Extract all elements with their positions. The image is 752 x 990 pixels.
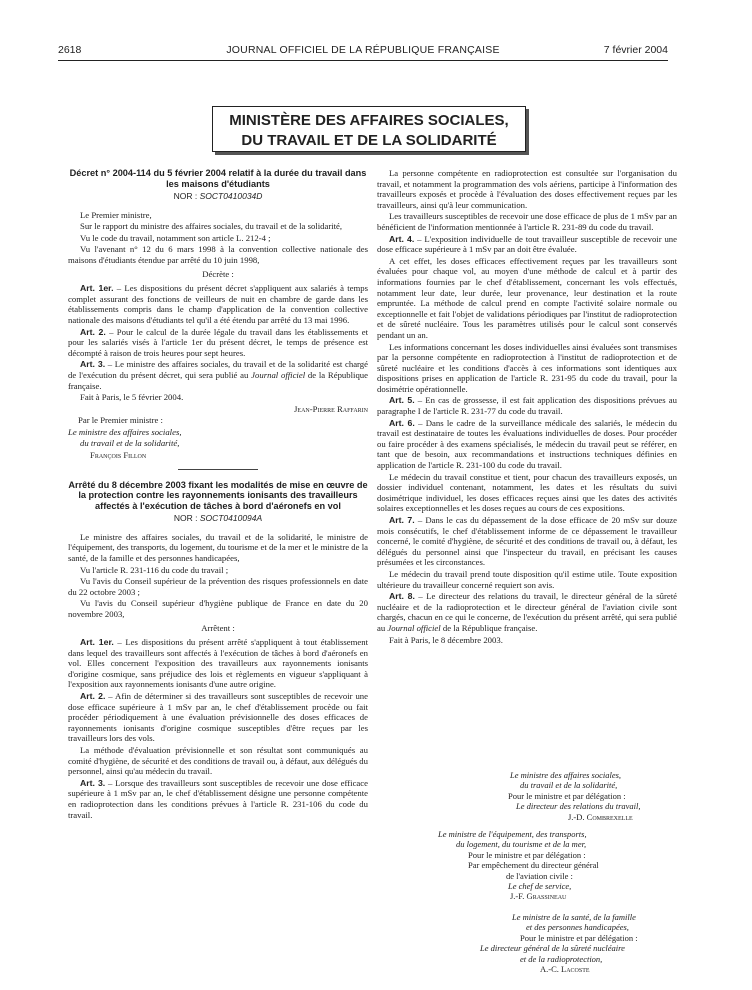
arrete-article-6: Art. 6. – Dans le cadre de la surveillance médicale des salariés, le médecin du travail est destinataire de toutes les évaluations individuelles de doses. Pour procéder ou faire procéder à des examens spécialisés, le médecin du travail peut se référer, en tant que de besoin, aux recommandations et instructions techniques définies en application de l'article R. 231-100 du code du travail. xyxy=(377,417,678,471)
arretent-heading: Arrêtent : xyxy=(201,622,235,633)
issue-date: 7 février 2004 xyxy=(603,44,668,56)
right-column xyxy=(377,168,677,646)
page-header xyxy=(58,44,668,61)
arrete-para: A cet effet, les doses efficaces effectivement reçues par les travailleurs sont évaluées pour chaque vol, au moyen d'une méthode de calcul et à partir des informations fournies par le chef d'établissement, concernant les vols effectués, notamment leur date, leur durée, leur provenance, leur destination et la route empruntée. La méthode de calcul prend en compte l'activité solaire normale ou exceptionnelle et fait l'objet de validations périodiques par l'institut de radioprotection et de sûreté nucléaire. Tous les paramètres utilisés pour le calcul sont conservés pendant un an. xyxy=(377,255,677,340)
decret-minister-title-1: Le ministre des affaires sociales, xyxy=(68,426,182,437)
arrete-article-2: Art. 2. – Afin de déterminer si des travailleurs sont susceptibles de recevoir une dose efficace supérieure à 1 mSv par an, le chef d'établissement procède ou fait procéder périodiquement à une évaluation prévisionnelle des doses efficaces de rayonnements ionisants d'origine cosmique susceptibles d'être reçues par les travailleurs lors des vols. xyxy=(68,691,368,744)
arrete-title: Arrêté du 8 décembre 2003 fixant les modalités de mise en œuvre de la protection contre les rayonnements ionisants des travailleurs affectés à l'exécution de tâches à bord d'aéronefs en vol xyxy=(68,479,368,511)
arrete-article-5: Art. 5. – En cas de grossesse, il est fait application des dispositions prévues au paragraphe I de l'article R. 231-77 du code du travail. xyxy=(377,395,677,417)
decret-title: Décret n° 2004-114 du 5 février 2004 relatif à la durée du travail dans les maisons d'étudiants xyxy=(69,168,367,189)
arrete-para: La méthode d'évaluation prévisionnelle et son résultat sont communiqués au comité d'hygiène, de sécurité et des conditions de travail ou, à défaut, aux délégués du personnel, ainsi qu'au médecin du travail. xyxy=(68,745,368,777)
decret-article-3: Art. 3. – Le ministre des affaires sociales, du travail et de la solidarité est chargé de l'exécution du présent décret, qui sera publié au Journal officiel de la République française. xyxy=(68,359,368,391)
arrete-para: Le médecin du travail constitue et tient, pour chacun des travailleurs exposés, un dossier individuel contenant, notamment, les dates et les résultats du suivi dosimétrique individuel, les doses efficaces reçues ainsi que les dates des activités solaires exceptionnelles et les doses reçues au cours de ces expositions. xyxy=(377,471,677,514)
arrete-para: Le médecin du travail prend toute disposition qu'il estime utile. Toute exposition ultérieure du travailleur concerné requiert son avis. xyxy=(377,568,677,590)
signature-block-2: Le ministre de l'équipement, des transports, du logement, du tourisme et de la mer, Pour le ministre et par délégation : Par empêchement du directeur général de l'aviation civile : Le chef de service, J.-F. Grassineau xyxy=(438,829,599,902)
decret-para: Sur le rapport du ministre des affaires sociales, du travail et de la solidarité, xyxy=(80,221,343,232)
arrete-para: Les travailleurs susceptibles de recevoir une dose efficace de plus de 1 mSv par an bénéficient de l'information mentionnée à l'article R. 231-89 du code du travail. xyxy=(377,211,677,232)
decret-article-2: Art. 2. – Pour le calcul de la durée légale du travail dans les établissements et pour les salariés visés à l'article 1er du présent décret, le temps de présence est décompté à raison de trois heures pour sept heures. xyxy=(68,326,368,358)
left-column xyxy=(68,168,368,821)
arrete-para: Vu l'avis du Conseil supérieur de la prévention des risques professionnels en date du 22 octobre 2003 ; xyxy=(68,576,368,597)
signature-block-1: Le ministre des affaires sociales, du travail et de la solidarité, Pour le ministre et par délégation : Le directeur des relations du travail, J.-D. Combrexelle xyxy=(508,770,641,822)
journal-title: JOURNAL OFFICIEL DE LA RÉPUBLIQUE FRANÇAISE xyxy=(226,44,500,56)
arrete-article-3: Art. 3. – Lorsque des travailleurs sont susceptibles de recevoir une dose efficace supérieure à 1 mSv par an, le chef d'établissement désigne une personne compétente en radioprotection dans les conditions prévues à l'article R. 231-106 du code du travail. xyxy=(68,777,368,820)
arrete-article-4: Art. 4. – L'exposition individuelle de tout travailleur susceptible de recevoir une dose efficace supérieure à 1 mSv par an doit être évaluée. xyxy=(377,233,677,255)
decret-signer-pm: Jean-Pierre Raffarin xyxy=(294,403,368,414)
signature-block-3: Le ministre de la santé, de la famille et des personnes handicapées, Pour le ministre et par délégation : Le directeur général de la sûreté nucléaire et de la radioprotection, A.-C. Lacoste xyxy=(480,912,638,975)
arrete-para: Vu l'article R. 231-116 du code du travail ; xyxy=(80,564,229,575)
arrete-article-1: Art. 1er. – Les dispositions du présent arrêté s'appliquent à tout établissement dans lequel des travailleurs sont affectés à l'exécution de tâches à bord d'aéronefs en vol. Elles concernent l'exposition des travailleurs aux rayonnements ionisants d'origine cosmique, sans préjudice des lois et règlements en vigueur s'appliquant à l'exposition aux rayonnements ionisants d'une autre origine. xyxy=(68,637,368,690)
arrete-para: La personne compétente en radioprotection est consultée sur l'organisation du travail, et notamment la programmation des vols aériens, participe à l'information des travailleurs exposés et procède à l'évaluation des doses effectivement reçues par les travailleurs, ainsi qu'à leur communication. xyxy=(377,168,677,210)
arrete-para: Le ministre des affaires sociales, du travail et de la solidarité, le ministre de l'équipement, des transports, du logement, du tourisme et de la mer et le ministre de la santé, de la famille et des personnes handicapées, xyxy=(68,531,368,563)
arrete-article-8: Art. 8. – Le directeur des relations du travail, le directeur général de la sûreté nucléaire et de la radioprotection et le directeur général de l'aviation civile sont chargés, chacun en ce qui le concerne, de l'exécution du présent arrêté, qui sera publié au Journal officiel de la République française. xyxy=(377,591,677,633)
decret-minister-title-2: du travail et de la solidarité, xyxy=(80,438,180,449)
decret-fait: Fait à Paris, le 5 février 2004. xyxy=(80,392,184,403)
decret-para: Le Premier ministre, xyxy=(80,209,152,220)
decret-par-pm: Par le Premier ministre : xyxy=(78,415,163,426)
arrete-article-7: Art. 7. – Dans le cas du dépassement de la dose efficace de 20 mSv sur douze mois consécutifs, le chef d'établissement informe de ce dépassement le travailleur concerné, le comité d'hygiène, de sécurité et des conditions de travail ou, à défaut, les délégués du personnel ainsi que l'inspecteur du travail, en précisant les causes présumées et les circonstances. xyxy=(377,515,677,568)
decret-article-1: Art. 1er. – Les dispositions du présent décret s'appliquent aux salariés à temps complet assurant des fonctions de veilleurs de nuit en chambre de garde dans les établissements compris dans le champ d'application de la convention collective nationale des maisons d'étudiants tel qu'il a été étendu par arrêté du 13 mai 1996. xyxy=(68,283,368,325)
decret-signer-minister: François Fillon xyxy=(90,450,147,461)
ministry-line-2: DU TRAVAIL ET DE LA SOLIDARITÉ xyxy=(241,132,497,149)
decret-nor: NOR : SOCT0410034D xyxy=(173,191,263,201)
ministry-line-1: MINISTÈRE DES AFFAIRES SOCIALES, xyxy=(229,112,509,129)
page-number: 2618 xyxy=(58,44,82,56)
decret-para: Vu le code du travail, notamment son article L. 212-4 ; xyxy=(80,232,271,243)
section-divider xyxy=(178,469,258,470)
arrete-fait: Fait à Paris, le 8 décembre 2003. xyxy=(389,634,503,645)
arrete-nor: NOR : SOCT0410094A xyxy=(173,513,263,524)
decrete-heading: Décrète : xyxy=(202,268,234,279)
ministry-heading-box xyxy=(212,106,526,152)
arrete-para: Les informations concernant les doses individuelles ainsi évaluées sont transmises par la personne compétente en radioprotection à l'institut de radioprotection et de sûreté nucléaire et les conditions d'accès à ces informations sont identiques aux dispositions prises en application de l'article R. 231-95 du code du travail, pour la dosimétrie opérationnelle. xyxy=(377,341,677,394)
arrete-para: Vu l'avis du Conseil supérieur d'hygiène publique de France en date du 20 novembre 2003, xyxy=(68,598,368,619)
decret-para: Vu l'avenant n° 12 du 6 mars 1998 à la convention collective nationale des maisons d'étudiants étendue par arrêté du 10 juin 1998, xyxy=(68,244,368,265)
